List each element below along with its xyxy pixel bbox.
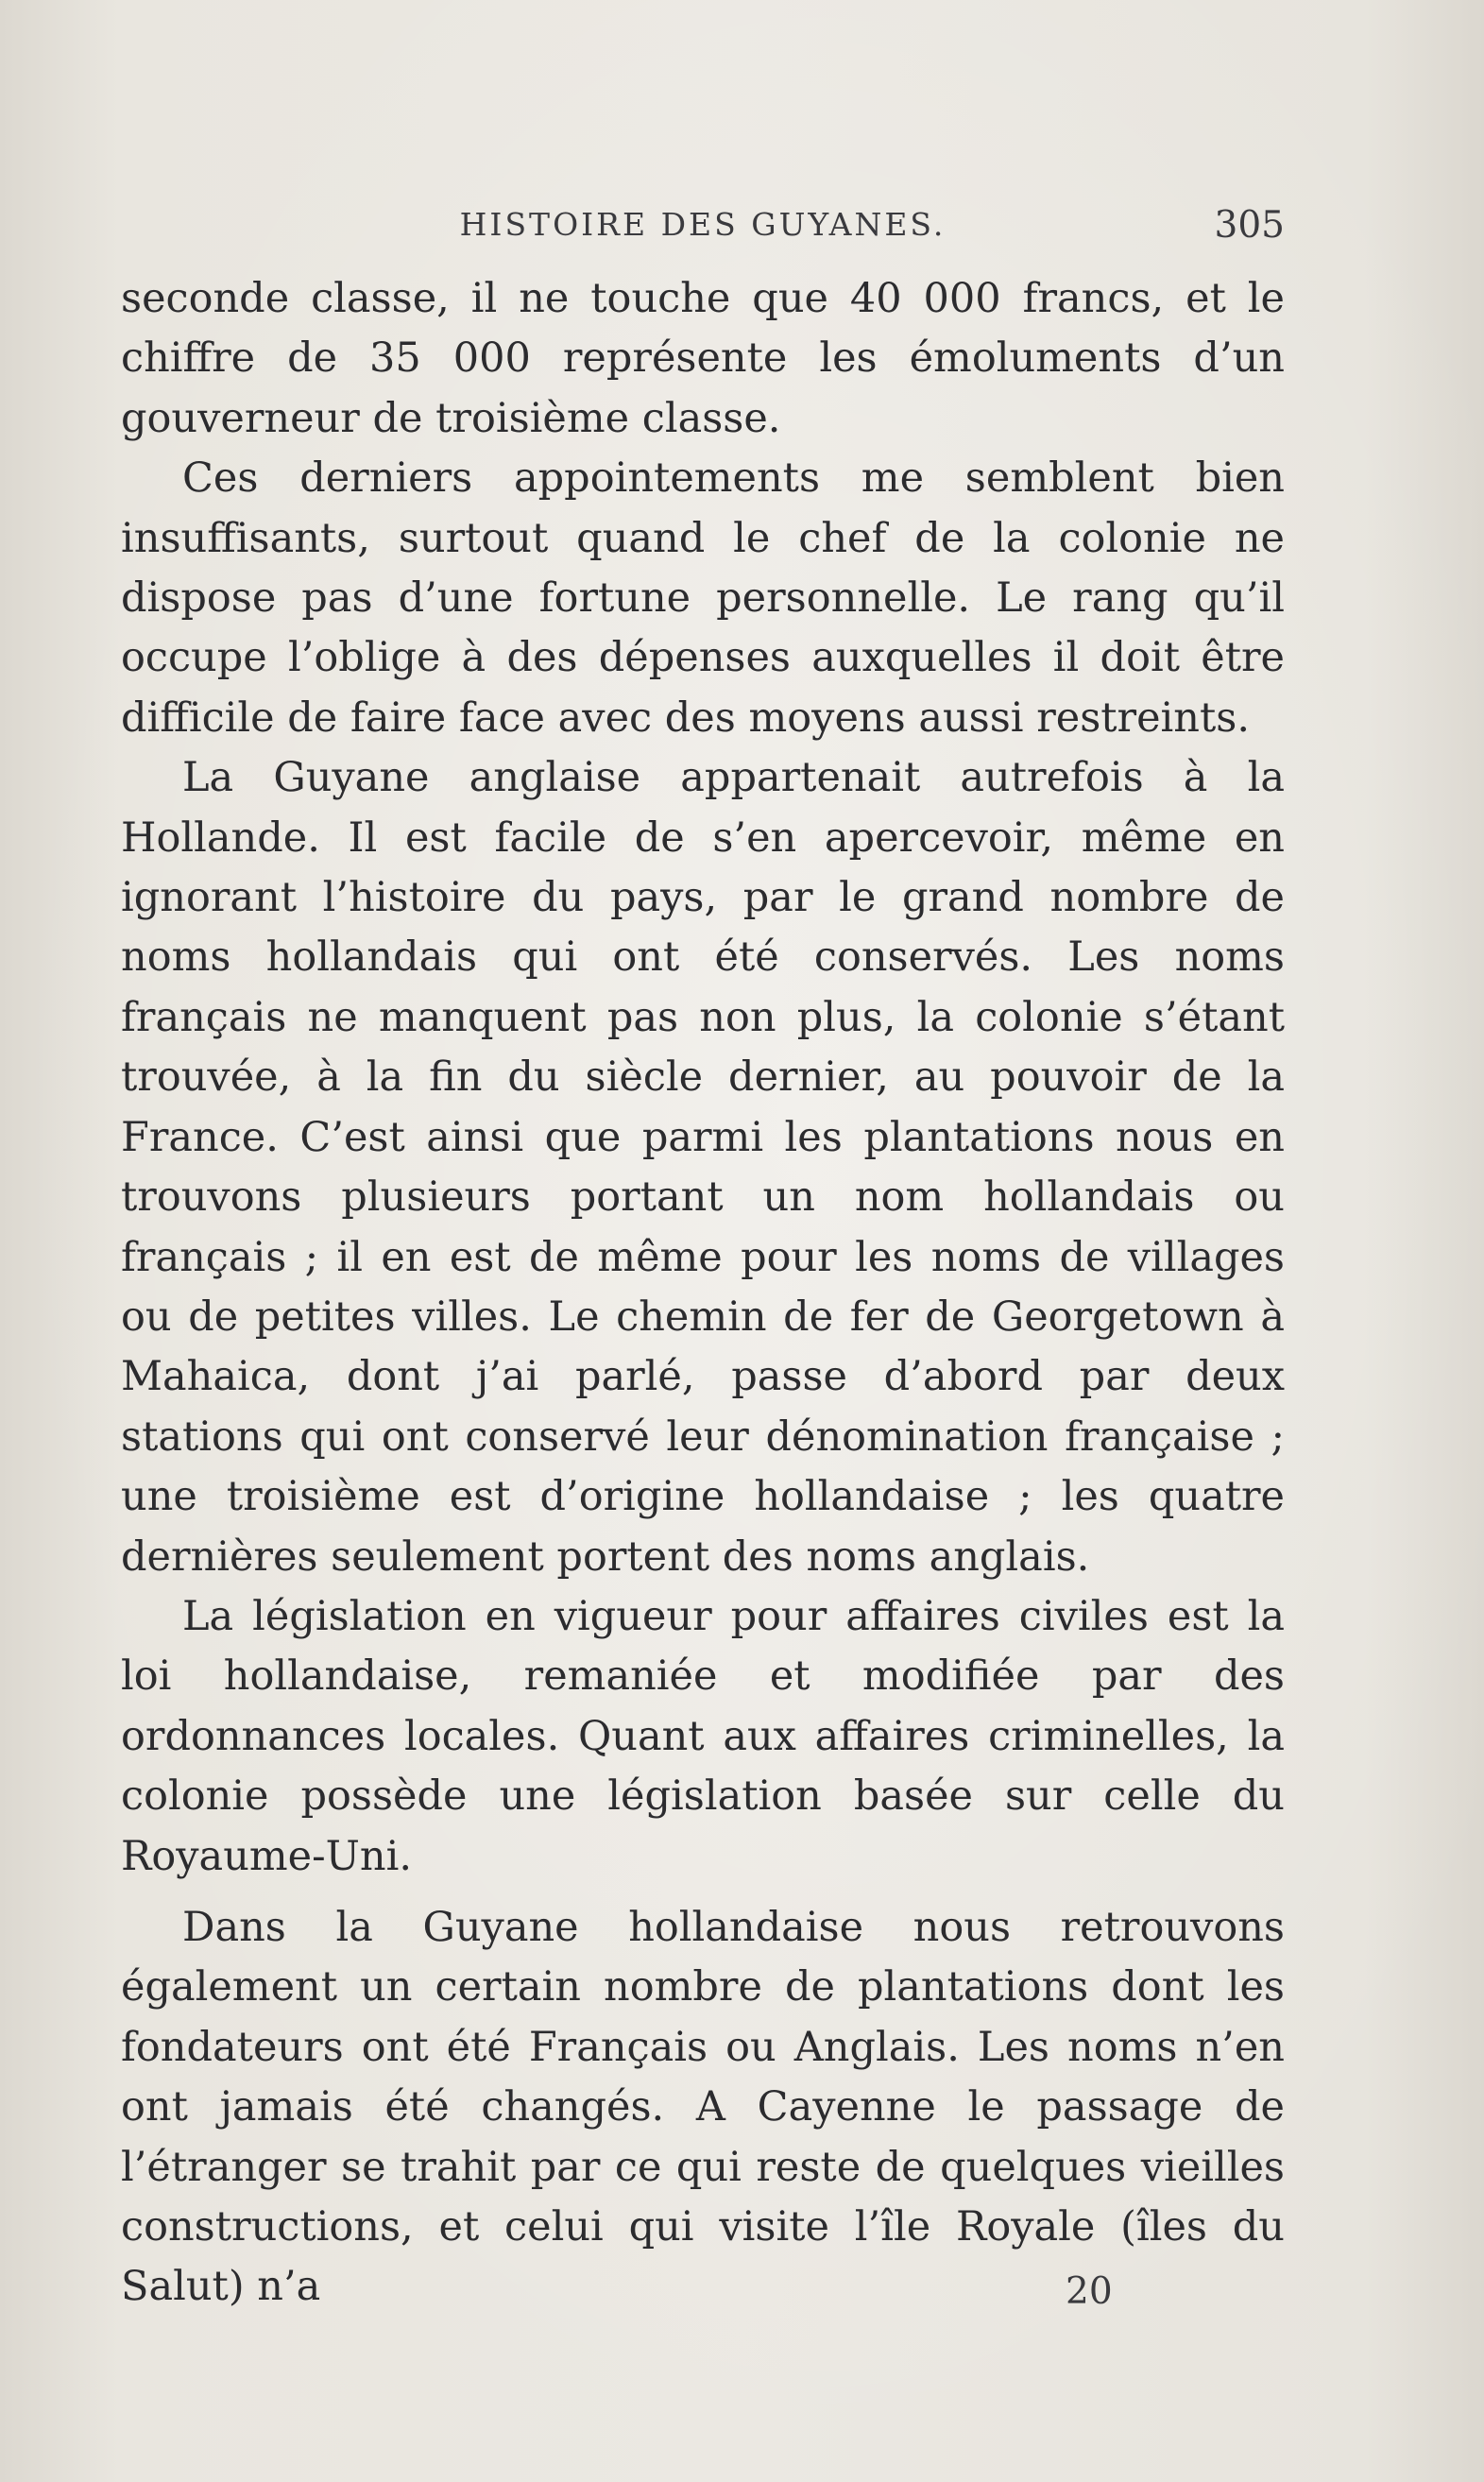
paragraph-1: seconde classe, il ne touche que 40 000 francs, et le chiffre de 35 000 représente les émoluments d’un gouverneur de troisième classe. [121, 275, 1285, 442]
paragraph-3: La Guyane anglaise appartenait autrefois à la Hollande. Il est facile de s’en apercevoir, même en ignorant l’histoire du pays, par le grand nombre de noms hollandais qui ont été conservés. Les noms français ne manquent pas non plus, la colonie s’étant trouvée, à la fin du siècle dernier, au pouvoir de la France. C’est ainsi que parmi les plantations nous en trouvons plusieurs portant un nom hollandais ou français ; il en est de même pour les noms de villages ou de petites villes. Le chemin de fer de Georgetown à Mahaica, dont j’ai parlé, passe d’abord par deux stations qui ont conservé leur dénomination française ; une troisième est d’origine hollandaise ; les quatre dernières seulement portent des noms anglais. [121, 754, 1285, 1581]
page-number: 305 [1214, 204, 1285, 247]
running-title: HISTOIRE DES GUYANES. [459, 206, 947, 243]
paragraph-2: Ces derniers appointements me semblent bien insuffisants, surtout quand le chef de la colonie ne dispose pas d’une fortune personnelle. Le rang qu’il occupe l’oblige à des dépenses auxquelles il doit être difficile de faire face avec des moyens aussi restreints. [121, 454, 1285, 742]
body-text [121, 269, 1285, 2318]
paragraph-5: Dans la Guyane hollandaise nous retrouvons également un certain nombre de plantations dont les fondateurs ont été Français ou Anglais. Les noms n’en ont jamais été changés. A Cayenne le passage de l’étranger se trahit par ce qui reste de quelques vieilles constructions, et celui qui visite l’île Royale (îles du Salut) n’a [121, 1903, 1285, 2311]
signature-mark: 20 [1066, 2270, 1113, 2313]
running-head [121, 202, 1285, 249]
paragraph-4: La législation en vigueur pour affaires civiles est la loi hollandaise, remaniée et modifiée par des ordonnances locales. Quant aux affaires criminelles, la colonie possède une législation basée sur celle du Royaume-Uni. [121, 1592, 1285, 1880]
